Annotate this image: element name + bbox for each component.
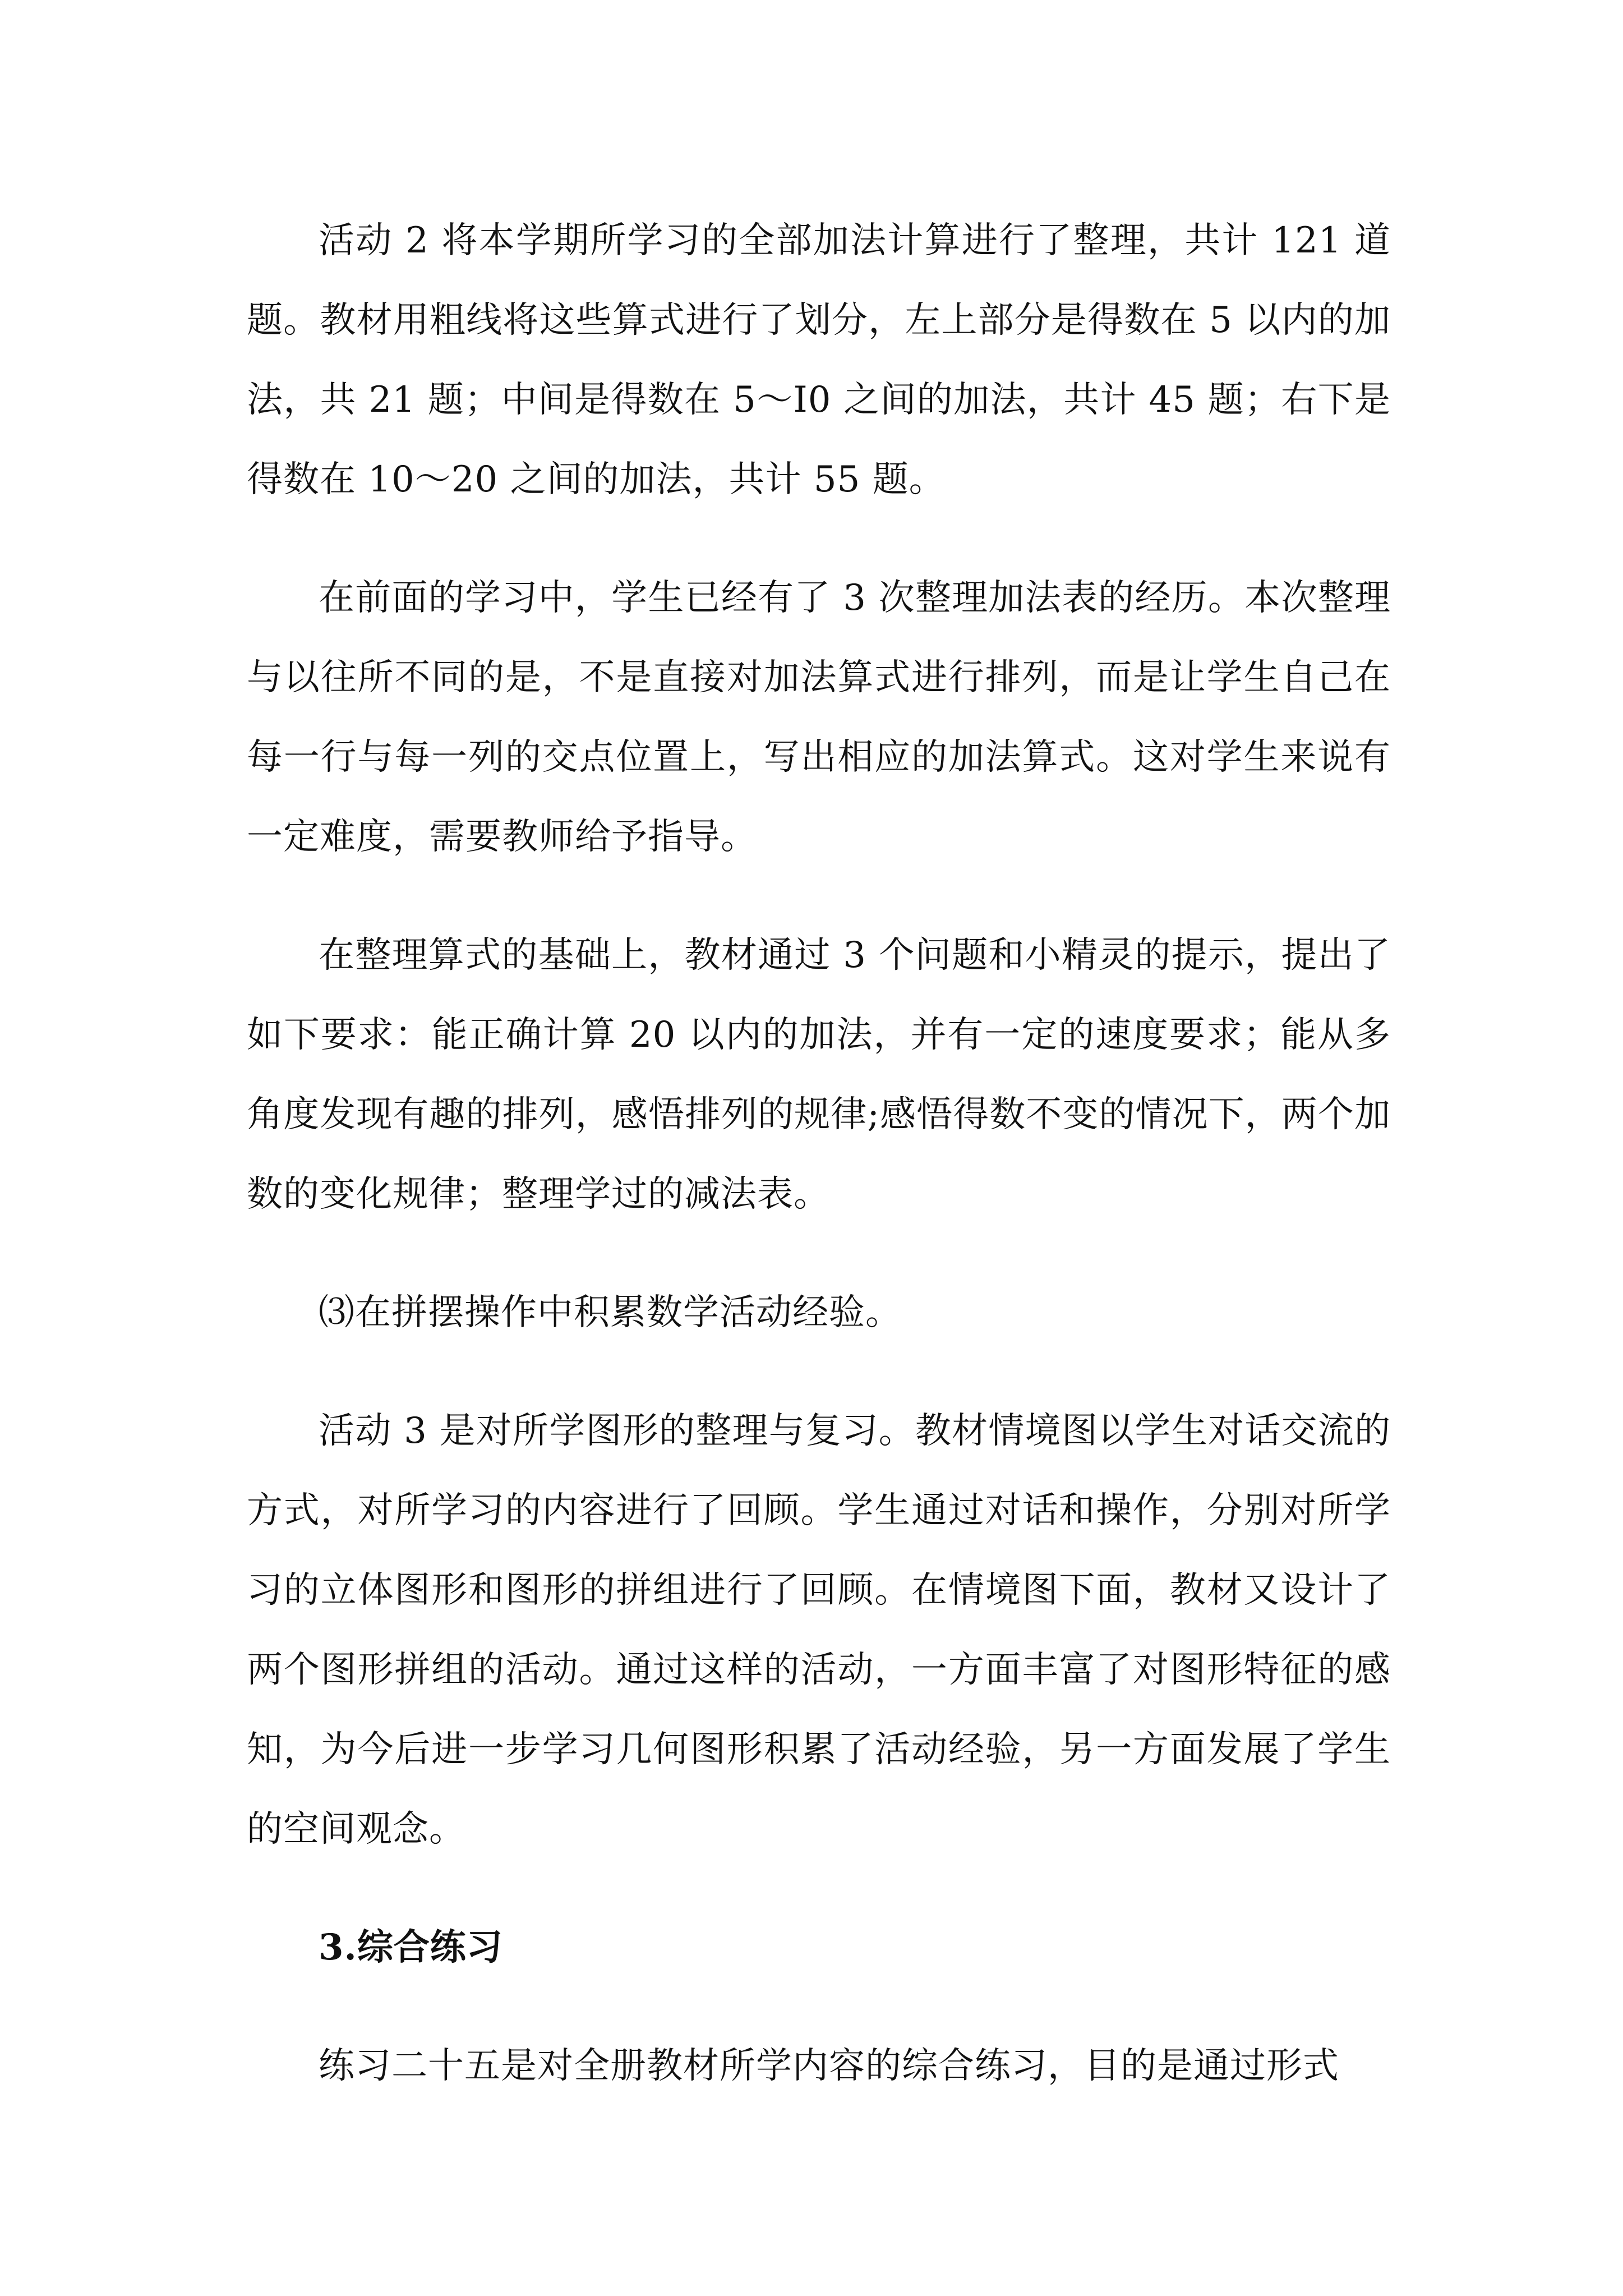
paragraph-activity-3: 活动 3 是对所学图形的整理与复习。教材情境图以学生对话交流的方式，对所学习的内容进行了回顾。学生通过对话和操作，分别对所学习的立体图形和图形的拼组进行了回顾。在情境图下面，教材又设计了两个图形拼组的活动。通过这样的活动，一方面丰富了对图形特征的感知，为今后进一步学习几何图形积累了活动经验，另一方面发展了学生的空间观念。 xyxy=(247,1410,1391,1850)
document-body xyxy=(247,201,1391,2106)
paragraph-exercise-25: 练习二十五是对全册教材所学内容的综合练习，目的是通过形式 xyxy=(319,2045,1339,2087)
section-heading-comprehensive-practice: 3.综合练习 xyxy=(319,1926,503,1968)
paragraph-activity-2: 活动 2 将本学期所学习的全部加法计算进行了整理，共计 121 道题。教材用粗线将这些算式进行了划分，左上部分是得数在 5 以内的加法，共 21 题；中间是得数在 5～I0 之间的加法，共计 45 题；右下是得数在 10～20 之间的加法，共计 55 题。 xyxy=(247,220,1391,500)
paragraph-previous-study: 在前面的学习中，学生已经有了 3 次整理加法表的经历。本次整理与以往所不同的是，不是直接对加法算式进行排列，而是让学生自己在每一行与每一列的交点位置上，写出相应的加法算式。这对学生来说有一定难度，需要教师给予指导。 xyxy=(247,577,1391,858)
paragraph-item-3: ⑶在拼摆操作中积累数学活动经验。 xyxy=(319,1292,902,1333)
paragraph-requirements: 在整理算式的基础上，教材通过 3 个问题和小精灵的提示，提出了如下要求：能正确计算 20 以内的加法，并有一定的速度要求；能从多角度发现有趣的排列，感悟排列的规律;感悟得数不变的情况下，两个加数的变化规律；整理学过的减法表。 xyxy=(247,935,1391,1215)
